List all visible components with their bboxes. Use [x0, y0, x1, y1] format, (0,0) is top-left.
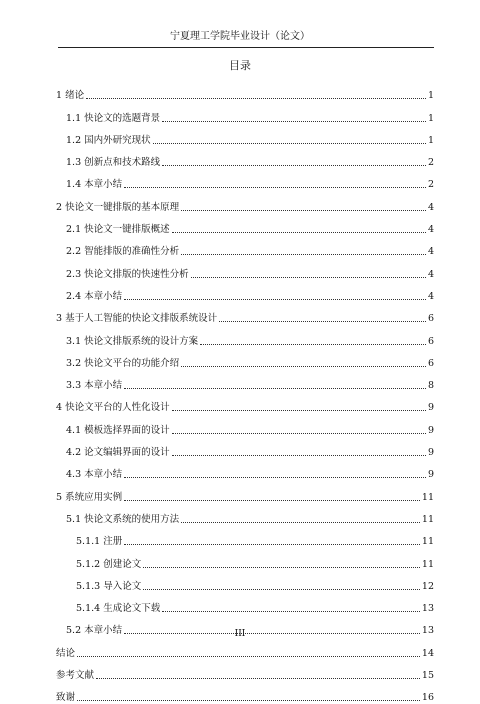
- toc-entry-label: 2.4 本章小结: [66, 290, 123, 302]
- toc-entry-page: 4: [427, 224, 434, 236]
- toc-entry: [56, 169, 434, 191]
- toc-entry: [56, 548, 434, 570]
- toc-entry: [56, 571, 434, 593]
- toc-entry: [56, 481, 434, 503]
- toc-dot-leader: [143, 589, 420, 590]
- toc-entry-page: 11: [421, 536, 434, 548]
- toc-entry: [56, 459, 434, 481]
- toc-dot-leader: [181, 210, 426, 211]
- toc-entry-page: 4: [427, 246, 434, 258]
- toc-entry-page: 1: [427, 90, 434, 102]
- toc-dot-leader: [77, 656, 420, 657]
- toc-entry-label: 1.2 国内外研究现状: [66, 134, 151, 146]
- toc-entry-label: 5.1.4 生成论文下载: [76, 603, 161, 615]
- toc-entry-label: 5.1.3 导入论文: [76, 580, 142, 592]
- toc-entry-label: 5.2 本章小结: [66, 625, 123, 637]
- toc-entry: [56, 348, 434, 370]
- toc-entry-page: 9: [427, 402, 434, 414]
- toc-entry-label: 4 快论文平台的人性化设计: [56, 402, 170, 414]
- toc-entry: [56, 236, 434, 258]
- toc-entry-label: 2.2 智能排版的准确性分析: [66, 246, 180, 258]
- toc-dot-leader: [162, 611, 420, 612]
- toc-entry-label: 1.3 创新点和技术路线: [66, 157, 161, 169]
- toc-entry-page: 1: [427, 112, 434, 124]
- toc-dot-leader: [172, 232, 426, 233]
- toc-dot-leader: [200, 344, 426, 345]
- toc-dot-leader: [143, 567, 420, 568]
- toc-entry-label: 3.2 快论文平台的功能介绍: [66, 357, 180, 369]
- toc-entry-label: 2 快论文一键排版的基本原理: [56, 201, 180, 213]
- toc-dot-leader: [172, 410, 426, 411]
- toc-dot-leader: [153, 143, 426, 144]
- toc-entry-page: 11: [421, 558, 434, 570]
- toc-entry-page: 16: [421, 692, 434, 704]
- toc-entry-label: 2.1 快论文一键排版概述: [66, 224, 170, 236]
- toc-entry: [56, 437, 434, 459]
- toc-entry-page: 9: [427, 447, 434, 459]
- toc-dot-leader: [162, 165, 426, 166]
- toc-dot-leader: [124, 187, 426, 188]
- toc-entry-page: 12: [421, 580, 434, 592]
- toc-title: 目录: [229, 59, 251, 72]
- table-of-contents: [56, 80, 434, 704]
- toc-entry-page: 13: [421, 625, 434, 637]
- header-rule: [58, 47, 434, 48]
- toc-dot-leader: [124, 500, 420, 501]
- page-number: III: [234, 629, 246, 639]
- toc-dot-leader: [86, 98, 426, 99]
- toc-dot-leader: [124, 477, 426, 478]
- toc-entry: [56, 370, 434, 392]
- toc-entry: [56, 392, 434, 414]
- toc-entry: [56, 637, 434, 659]
- toc-entry-page: 13: [421, 603, 434, 615]
- toc-entry: [56, 593, 434, 615]
- toc-dot-leader: [172, 455, 426, 456]
- toc-dot-leader: [181, 254, 426, 255]
- toc-entry-label: 致谢: [56, 692, 76, 704]
- toc-entry-label: 1 绪论: [56, 90, 85, 102]
- toc-entry-label: 3.3 本章小结: [66, 380, 123, 392]
- toc-entry: [56, 147, 434, 169]
- toc-entry: [56, 125, 434, 147]
- toc-entry-label: 4.1 模板选择界面的设计: [66, 424, 170, 436]
- toc-entry: [56, 682, 434, 704]
- toc-entry-label: 4.2 论文编辑界面的设计: [66, 447, 170, 459]
- toc-entry-label: 5.1.2 创建论文: [76, 558, 142, 570]
- toc-entry-page: 9: [427, 424, 434, 436]
- toc-entry-page: 8: [427, 380, 434, 392]
- toc-entry-page: 2: [427, 179, 434, 191]
- toc-entry: [56, 414, 434, 436]
- toc-entry-page: 9: [427, 469, 434, 481]
- toc-entry-page: 15: [421, 670, 434, 682]
- toc-entry-label: 2.3 快论文排版的快速性分析: [66, 268, 189, 280]
- toc-entry: [56, 325, 434, 347]
- toc-entry-page: 6: [427, 313, 434, 325]
- toc-entry-page: 6: [427, 335, 434, 347]
- toc-dot-leader: [77, 700, 420, 701]
- toc-entry: [56, 258, 434, 280]
- toc-entry-page: 4: [427, 290, 434, 302]
- toc-dot-leader: [219, 321, 426, 322]
- toc-entry: [56, 214, 434, 236]
- toc-dot-leader: [124, 544, 420, 545]
- toc-entry-page: 4: [427, 201, 434, 213]
- toc-entry-label: 5 系统应用实例: [56, 491, 123, 503]
- toc-entry-page: 6: [427, 357, 434, 369]
- toc-dot-leader: [162, 121, 426, 122]
- toc-entry: [56, 191, 434, 213]
- toc-dot-leader: [124, 299, 426, 300]
- toc-entry: [56, 80, 434, 102]
- toc-entry-page: 1: [427, 134, 434, 146]
- toc-entry: [56, 504, 434, 526]
- toc-dot-leader: [191, 277, 426, 278]
- toc-entry: [56, 303, 434, 325]
- toc-entry-page: 4: [427, 268, 434, 280]
- toc-entry-page: 2: [427, 157, 434, 169]
- toc-entry-label: 1.1 快论文的选题背景: [66, 112, 161, 124]
- toc-entry-label: 结论: [56, 647, 76, 659]
- toc-dot-leader: [181, 366, 426, 367]
- toc-entry-label: 参考文献: [56, 670, 95, 682]
- toc-entry-page: 11: [421, 513, 434, 525]
- toc-entry-label: 3.1 快论文排版系统的设计方案: [66, 335, 199, 347]
- running-header: 宁夏理工学院毕业设计（论文）: [170, 31, 310, 42]
- toc-entry-label: 5.1.1 注册: [76, 536, 123, 548]
- toc-entry-label: 4.3 本章小结: [66, 469, 123, 481]
- toc-dot-leader: [124, 388, 426, 389]
- toc-dot-leader: [181, 522, 420, 523]
- toc-entry: [56, 526, 434, 548]
- toc-entry-label: 5.1 快论文系统的使用方法: [66, 513, 180, 525]
- toc-entry: [56, 102, 434, 124]
- toc-entry-label: 1.4 本章小结: [66, 179, 123, 191]
- toc-dot-leader: [172, 433, 426, 434]
- toc-entry-page: 11: [421, 491, 434, 503]
- toc-entry-page: 14: [421, 647, 434, 659]
- toc-entry-label: 3 基于人工智能的快论文排版系统设计: [56, 313, 218, 325]
- toc-entry: [56, 281, 434, 303]
